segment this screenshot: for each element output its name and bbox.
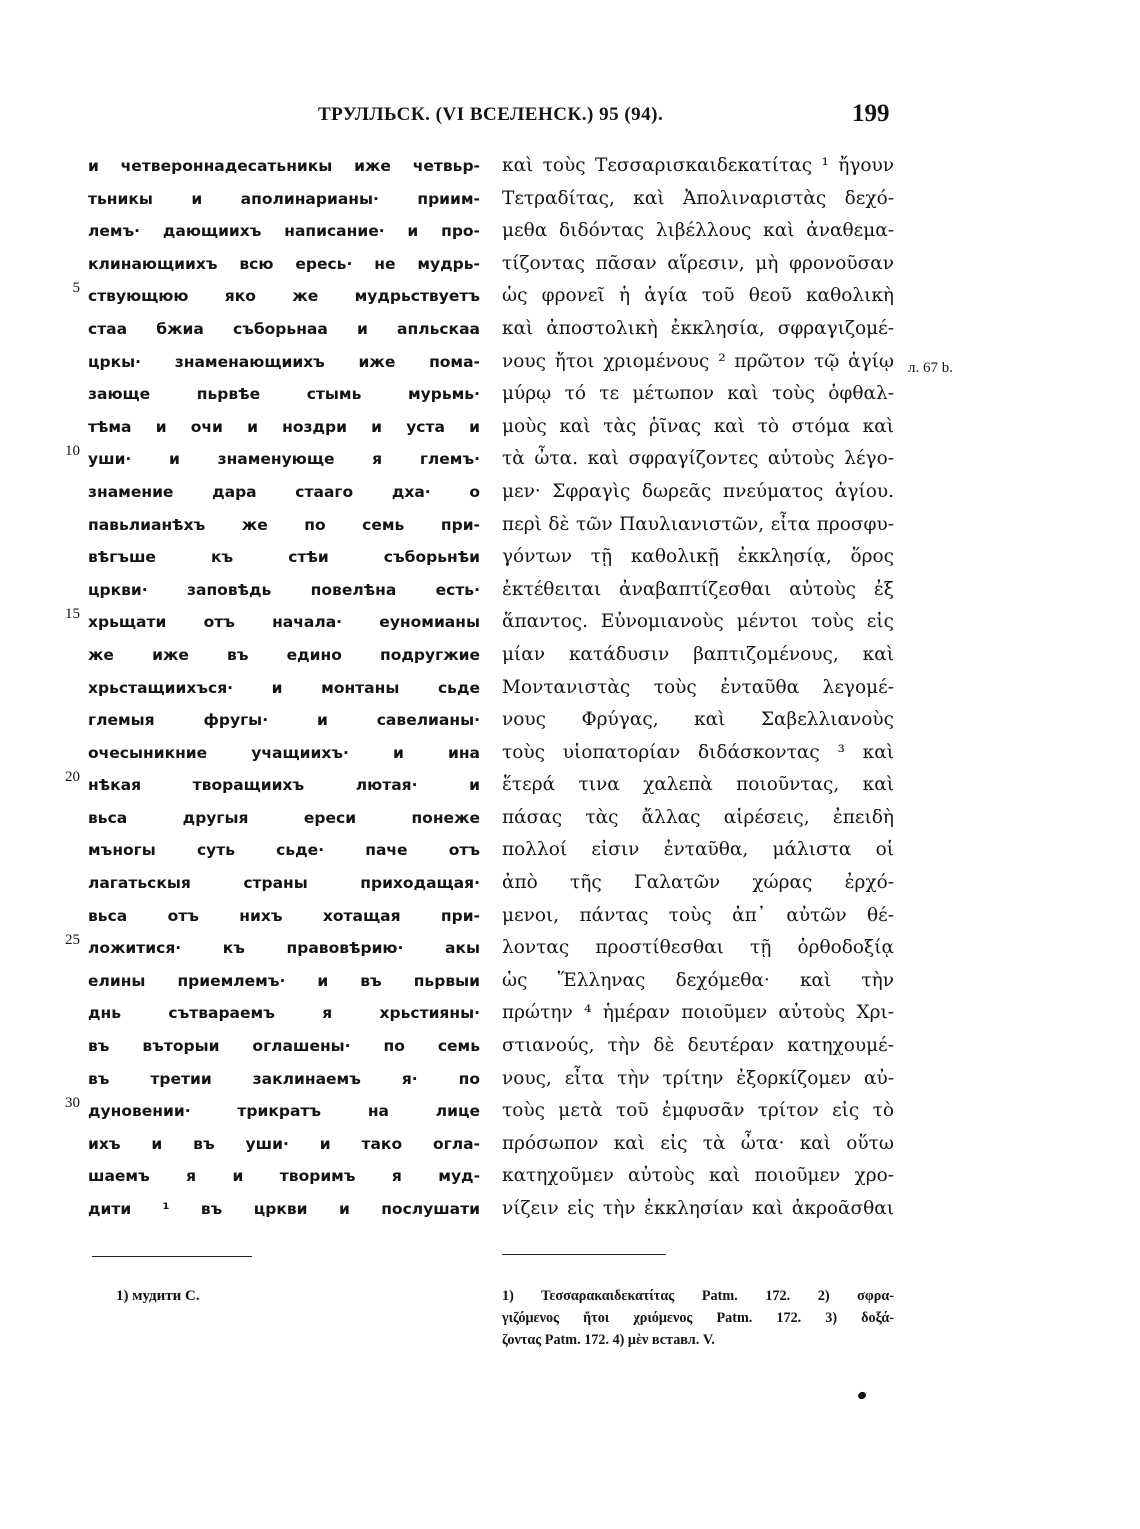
page-header — [0, 100, 1140, 136]
text-line: нѣкая творащиихъ лютая· и — [88, 776, 480, 795]
margin-note: л. 67 b. — [908, 360, 953, 376]
text-line: μενοι, πάντας τοὺς ἀπ᾽ αὐτῶν θέ- — [502, 904, 894, 926]
text-line: шаемъ я и творимъ я муд- — [88, 1167, 480, 1186]
text-line: νους ἤτοι χριομένους ² πρῶτον τῷ ἁγίῳ — [502, 350, 894, 372]
text-line: ствующюю яко же мудрьствуетъ — [88, 287, 480, 306]
text-line: вѣгъше къ стѣи съборьнѣи — [88, 548, 480, 567]
text-line: тѣма и очи и ноздри и уста и — [88, 417, 480, 436]
footnotes-right — [502, 1285, 894, 1351]
text-line: τοὺς μετὰ τοῦ ἐμφυσᾶν τρίτον εἰς τὸ — [502, 1100, 894, 1122]
text-line: вьса другыя ереси понеже — [88, 808, 480, 827]
text-line: зающе пьрвѣе стымь мурьмь· — [88, 385, 480, 404]
text-line: περὶ δὲ τῶν Παυλιανιστῶν, εἶτα προσφυ- — [502, 513, 894, 535]
text-line: μοὺς καὶ τὰς ῥῖνας καὶ τὸ στόμα καὶ — [502, 415, 894, 437]
text-line: στιανούς, τὴν δὲ δευτέραν κατηχουμέ- — [502, 1035, 894, 1057]
text-line: γόντων τῇ καθολικῇ ἐκκλησίᾳ, ὅρος — [502, 546, 894, 568]
line-number: 25 — [65, 932, 80, 949]
line-number: 10 — [65, 443, 80, 460]
text-line: καὶ ἀποστολικὴ ἐκκλησία, σφραγιζομέ- — [502, 317, 894, 339]
text-line: въ третии заклинаемъ я· по — [88, 1069, 480, 1088]
ink-speck — [857, 1390, 867, 1400]
line-number: 5 — [72, 280, 80, 297]
text-line: цркы· знаменающиихъ иже пома- — [88, 352, 480, 371]
text-line: вьса отъ нихъ хотащая при- — [88, 906, 480, 925]
text-line: лемъ· дающиихъ написание· и про- — [88, 222, 480, 241]
text-line: ἐκτέθειται ἀναβαπτίζεσθαι αὐτοὺς ἐξ — [502, 578, 894, 600]
text-line: Τετραδίτας, καὶ Ἀπολιναριστὰς δεχό- — [502, 187, 894, 209]
text-line: μύρῳ τό τε μέτωπον καὶ τοὺς ὀφθαλ- — [502, 383, 894, 405]
text-line: же иже въ едино подругжие — [88, 645, 480, 664]
text-line: λοντας προστίθεσθαι τῇ ὀρθοδοξίᾳ — [502, 937, 894, 959]
line-number: 30 — [65, 1095, 80, 1112]
text-line: очесыникние учащиихъ· и ина — [88, 743, 480, 762]
text-line: μεν· Σφραγὶς δωρεᾶς πνεύματος ἁγίου. — [502, 480, 894, 502]
text-line: πάσας τὰς ἄλλας αἱρέσεις, ἐπειδὴ — [502, 806, 894, 828]
text-line: елины приемлемъ· и въ пьрвыи — [88, 971, 480, 990]
text-line: дити ¹ въ цркви и послушати — [88, 1200, 480, 1218]
text-line: стаа бжиа съборьнаа и апльскаа — [88, 319, 480, 338]
text-line: κατηχοῦμεν αὐτοὺς καὶ ποιοῦμεν χρο- — [502, 1165, 894, 1187]
text-line: ихъ и въ уши· и тако огла- — [88, 1134, 480, 1153]
text-line: глемыя фругы· и савелианы· — [88, 711, 480, 730]
text-line: днь сътвараемъ я хрьстияны· — [88, 1004, 480, 1023]
text-line: мъногы суть сьде· паче отъ — [88, 841, 480, 860]
text-line: ὡς Ἕλληνας δεχόμεθα· καὶ τὴν — [502, 969, 894, 991]
text-line: хрьщати отъ начала· еуномианы — [88, 613, 480, 632]
text-line: знамение дара стааго дха· о — [88, 482, 480, 501]
text-line: μεθα διδόντας λιβέλλους καὶ ἀναθεμα- — [502, 220, 894, 242]
footnote-line: 1) Τεσσαρακαιδεκατίτας Patm. 172. 2) σφρα- — [502, 1288, 894, 1304]
text-line: τὰ ὦτα. καὶ σφραγίζοντες αὐτοὺς λέγο- — [502, 448, 894, 470]
text-line: тьникы и аполинарианы· приим- — [88, 189, 480, 208]
footnote-rule-right — [502, 1254, 666, 1255]
text-line: καὶ τοὺς Τεσσαρισκαιδεκατίτας ¹ ἤγουν — [502, 155, 894, 176]
footnote-left: 1) мудити С. — [116, 1288, 200, 1304]
text-line: клинающиихъ всю ересь· не мудрь- — [88, 254, 480, 273]
line-number: 20 — [65, 769, 80, 786]
text-line: ἕτερά τινα χαλεπὰ ποιοῦντας, καὶ — [502, 774, 894, 796]
text-line: уши· и знаменующе я глемъ· — [88, 450, 480, 469]
text-line: τοὺς υἱοπατορίαν διδάσκοντας ³ καὶ — [502, 741, 894, 763]
text-line: νους, εἶτα τὴν τρίτην ἐξορκίζομεν αὐ- — [502, 1067, 894, 1089]
text-line: хрьстащиихъся· и монтаны сьде — [88, 678, 480, 697]
footnote-rule-left — [92, 1256, 252, 1257]
text-line: ἀπὸ τῆς Γαλατῶν χώρας ἐρχό- — [502, 872, 894, 894]
text-line: μίαν κατάδυσιν βαπτιζομένους, καὶ — [502, 643, 894, 665]
footnote-line: ζοντας Patm. 172. 4) μὲν вставл. V. — [502, 1332, 715, 1348]
text-line: ложитися· къ правовѣрию· акы — [88, 939, 480, 958]
text-line: лагатьскыя страны приходащая· — [88, 874, 480, 893]
text-line: ἅπαντος. Εὐνομιανοὺς μέντοι τοὺς εἰς — [502, 611, 894, 633]
line-number: 15 — [65, 606, 80, 623]
text-line: νους Φρύγας, καὶ Σαβελλιανοὺς — [502, 709, 894, 731]
text-line: дуновении· трикратъ на лице — [88, 1102, 480, 1121]
text-line: ὡς φρονεῖ ἡ ἁγία τοῦ θεοῦ καθολικὴ — [502, 285, 894, 307]
text-line: πολλοί εἰσιν ἐνταῦθα, μάλιστα οἱ — [502, 839, 894, 861]
running-title: ТРУЛЛЬСК. (VI ВСЕЛЕНСК.) 95 (94). — [318, 104, 664, 125]
text-line: въ въторыи оглашены· по семь — [88, 1037, 480, 1056]
text-line: πρώτην ⁴ ἡμέραν ποιοῦμεν αὐτοὺς Χρι- — [502, 1002, 894, 1024]
text-line: Μοντανιστὰς τοὺς ἐνταῦθα λεγομέ- — [502, 676, 894, 698]
text-line: πρόσωπον καὶ εἰς τὰ ὦτα· καὶ οὕτω — [502, 1132, 894, 1154]
page-number: 199 — [852, 100, 890, 127]
text-line: τίζοντας πᾶσαν αἵρεσιν, μὴ φρονοῦσαν — [502, 252, 894, 274]
text-line: цркви· заповѣдь повелѣна есть· — [88, 580, 480, 599]
text-line: νίζειν εἰς τὴν ἐκκλησίαν καὶ ἀκροᾶσθαι — [502, 1198, 894, 1219]
text-line: павьлианѣхъ же по семь при- — [88, 515, 480, 534]
greek-column — [502, 150, 894, 1226]
footnote-line: γιζόμενος ἤτοι χριόμενος Patm. 172. 3) δοξά- — [502, 1310, 894, 1326]
slavonic-column — [88, 150, 480, 1226]
text-line: и четвероннадесатьникы иже четвьр- — [88, 157, 480, 175]
